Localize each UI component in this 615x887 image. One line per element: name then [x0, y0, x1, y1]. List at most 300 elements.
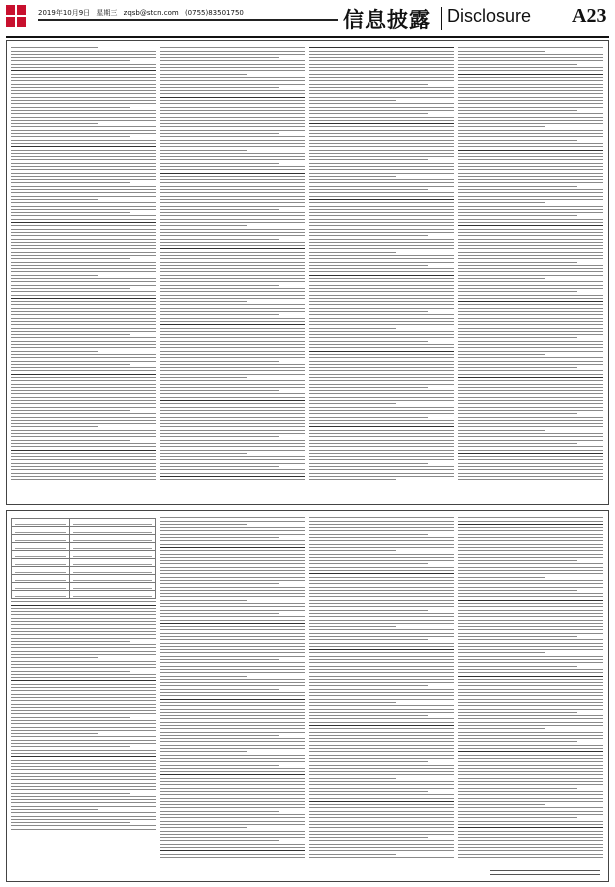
- text-line: [458, 709, 603, 710]
- text-line: [11, 123, 98, 124]
- text-line: [160, 433, 305, 434]
- text-line: [160, 90, 305, 91]
- text-line: [458, 318, 603, 319]
- text-line: [309, 123, 454, 124]
- text-line: [309, 179, 454, 180]
- text-line: [11, 390, 156, 391]
- table-row: [12, 551, 156, 559]
- text-line: [160, 463, 305, 464]
- header-rule: [38, 19, 338, 21]
- text-line: [11, 370, 156, 371]
- text-line: [160, 702, 305, 703]
- text-line: [160, 304, 305, 305]
- text-line: [309, 239, 454, 240]
- text-line: [160, 97, 305, 98]
- text-line: [11, 440, 130, 441]
- text-line: [11, 278, 156, 279]
- text-line: [458, 314, 603, 315]
- text-line: [11, 403, 156, 404]
- text-line: [458, 834, 603, 835]
- text-line: [11, 166, 156, 167]
- text-line: [11, 262, 156, 263]
- text-line: [458, 189, 603, 190]
- text-line: [458, 380, 603, 381]
- text-line: [11, 426, 98, 427]
- text-line: [160, 380, 305, 381]
- text-line: [160, 344, 305, 345]
- text-line: [11, 463, 156, 464]
- text-line: [11, 667, 156, 668]
- text-line: [458, 74, 603, 75]
- text-line: [309, 837, 428, 838]
- text-line: [11, 727, 156, 728]
- text-line: [309, 271, 454, 272]
- text-line: [309, 669, 454, 670]
- text-line: [160, 563, 305, 564]
- text-line: [11, 377, 156, 378]
- text-line: [458, 77, 603, 78]
- text-line: [458, 659, 603, 660]
- text-line: [309, 433, 454, 434]
- text-line: [160, 679, 305, 680]
- text-line: [309, 417, 428, 418]
- text-line: [309, 801, 454, 802]
- text-line: [11, 57, 156, 58]
- text-line: [11, 196, 156, 197]
- text-line: [309, 192, 454, 193]
- text-line: [160, 202, 305, 203]
- text-line: [11, 229, 156, 230]
- text-line: [11, 410, 130, 411]
- table-row: [12, 519, 156, 527]
- text-line: [309, 450, 454, 451]
- text-line: [458, 347, 603, 348]
- text-line: [309, 215, 454, 216]
- text-line: [160, 337, 305, 338]
- text-line: [160, 199, 305, 200]
- text-line: [160, 791, 305, 792]
- text-line: [309, 593, 454, 594]
- text-line: [160, 603, 305, 604]
- text-line: [309, 672, 454, 673]
- text-line: [309, 456, 454, 457]
- text-line: [458, 387, 603, 388]
- text-line: [458, 285, 603, 286]
- text-line: [309, 403, 396, 404]
- title-divider: [441, 7, 442, 30]
- text-line: [11, 459, 156, 460]
- text-line: [11, 694, 156, 695]
- text-line: [458, 817, 577, 818]
- text-line: [11, 677, 156, 678]
- text-line: [309, 443, 454, 444]
- text-line: [309, 524, 454, 525]
- text-line: [458, 682, 603, 683]
- text-line: [309, 351, 454, 352]
- text-line: [309, 87, 454, 88]
- text-line: [11, 318, 156, 319]
- text-line: [160, 781, 305, 782]
- text-line: [309, 182, 454, 183]
- text-line: [458, 357, 603, 358]
- text-line: [309, 748, 454, 749]
- text-line: [160, 196, 305, 197]
- text-line: [160, 748, 305, 749]
- text-line: [458, 166, 603, 167]
- text-line: [11, 618, 156, 619]
- text-line: [11, 255, 156, 256]
- text-line: [309, 387, 428, 388]
- text-line: [458, 331, 603, 332]
- text-line: [160, 672, 305, 673]
- text-line: [309, 453, 454, 454]
- text-line: [309, 794, 454, 795]
- text-line: [309, 636, 454, 637]
- text-line: [11, 47, 98, 48]
- text-line: [11, 265, 156, 266]
- text-line: [309, 245, 454, 246]
- announcement-block-top: [6, 40, 609, 505]
- text-line: [309, 126, 454, 127]
- text-line: [160, 728, 305, 729]
- text-line: [160, 857, 305, 858]
- text-line: [458, 426, 603, 427]
- text-line: [458, 626, 603, 627]
- text-line: [458, 337, 577, 338]
- text-line: [160, 801, 305, 802]
- text-line: [458, 212, 603, 213]
- text-line: [11, 64, 156, 65]
- text-line: [11, 756, 156, 757]
- text-line: [458, 103, 603, 104]
- text-line: [160, 623, 305, 624]
- text-line: [309, 110, 454, 111]
- text-line: [11, 222, 156, 223]
- text-line: [309, 547, 454, 548]
- text-line: [11, 209, 156, 210]
- text-line: [309, 850, 454, 851]
- text-line: [309, 788, 454, 789]
- text-line: [309, 521, 454, 522]
- text-line: [458, 827, 603, 828]
- text-line: [309, 570, 454, 571]
- text-line: [160, 268, 305, 269]
- text-line: [11, 479, 156, 480]
- text-line: [458, 469, 603, 470]
- text-line: [160, 676, 247, 677]
- text-line: [11, 215, 156, 216]
- text-line: [458, 676, 603, 677]
- text-line: [309, 446, 454, 447]
- text-line: [11, 766, 156, 767]
- text-line: [160, 265, 305, 266]
- text-line: [458, 275, 603, 276]
- text-line: [11, 357, 156, 358]
- text-line: [160, 275, 305, 276]
- text-line: [11, 400, 156, 401]
- text-line: [11, 407, 156, 408]
- text-line: [458, 413, 577, 414]
- text-line: [11, 301, 156, 302]
- text-line: [458, 364, 603, 365]
- text-line: [309, 67, 454, 68]
- text-line: [11, 202, 156, 203]
- text-line: [160, 173, 305, 174]
- text-line: [11, 324, 156, 325]
- text-line: [309, 540, 454, 541]
- text-line: [160, 741, 305, 742]
- text-line: [11, 423, 156, 424]
- text-line: [160, 140, 305, 141]
- text-line: [309, 807, 454, 808]
- text-line: [458, 156, 603, 157]
- text-line: [309, 573, 454, 574]
- text-line: [11, 436, 156, 437]
- text-line: [11, 268, 156, 269]
- text-line: [160, 298, 305, 299]
- text-line: [309, 616, 454, 617]
- text-line: [160, 662, 305, 663]
- text-line: [160, 544, 305, 545]
- text-line: [160, 613, 279, 614]
- text-line: [160, 189, 305, 190]
- text-line: [309, 606, 454, 607]
- text-line: [309, 232, 454, 233]
- text-line: [458, 146, 603, 147]
- text-line: [160, 768, 305, 769]
- text-line: [458, 311, 603, 312]
- text-line: [309, 649, 454, 650]
- text-line: [309, 235, 428, 236]
- text-line: [309, 393, 454, 394]
- text-line: [309, 347, 454, 348]
- text-line: [458, 150, 603, 151]
- text-line: [160, 377, 247, 378]
- text-line: [160, 639, 305, 640]
- text-line: [309, 159, 428, 160]
- text-line: [11, 710, 156, 711]
- text-line: [160, 209, 279, 210]
- text-line: [11, 51, 156, 52]
- text-line: [309, 60, 454, 61]
- text-line: [160, 403, 305, 404]
- text-line: [458, 837, 603, 838]
- text-line: [458, 527, 603, 528]
- text-line: [309, 367, 454, 368]
- text-line: [160, 229, 305, 230]
- text-line: [458, 133, 603, 134]
- text-line: [11, 354, 156, 355]
- text-line: [309, 463, 428, 464]
- text-line: [11, 641, 130, 642]
- text-line: [160, 410, 305, 411]
- text-line: [458, 550, 603, 551]
- text-line: [160, 573, 305, 574]
- text-line: [309, 314, 454, 315]
- text-line: [160, 133, 279, 134]
- text-line: [309, 426, 454, 427]
- text-line: [458, 361, 603, 362]
- text-line: [160, 436, 279, 437]
- text-line: [458, 87, 603, 88]
- text-line: [11, 773, 156, 774]
- text-line: [309, 517, 454, 518]
- text-line: [11, 601, 156, 602]
- text-line: [309, 804, 454, 805]
- text-line: [309, 469, 454, 470]
- text-line: [11, 687, 156, 688]
- text-line: [309, 97, 454, 98]
- text-line: [458, 219, 603, 220]
- text-line: [458, 646, 603, 647]
- text-line: [160, 123, 305, 124]
- text-line: [11, 271, 156, 272]
- text-line: [309, 410, 454, 411]
- text-line: [160, 534, 305, 535]
- text-line: [309, 652, 454, 653]
- text-line: [160, 847, 305, 848]
- text-line: [458, 517, 603, 518]
- text-line: [11, 769, 156, 770]
- text-line: [160, 413, 305, 414]
- text-line: [160, 738, 305, 739]
- text-line: [160, 67, 305, 68]
- text-line: [11, 159, 156, 160]
- text-line: [160, 557, 305, 558]
- table-row: [12, 559, 156, 567]
- text-line: [11, 110, 156, 111]
- text-line: [458, 179, 603, 180]
- text-line: [458, 153, 603, 154]
- text-line: [309, 354, 454, 355]
- text-line: [11, 690, 156, 691]
- text-line: [11, 361, 156, 362]
- text-line: [11, 614, 156, 615]
- text-line: [458, 590, 577, 591]
- text-line: [458, 354, 545, 355]
- text-line: [458, 433, 603, 434]
- text-line: [160, 453, 247, 454]
- text-line: [309, 258, 454, 259]
- text-line: [458, 420, 603, 421]
- text-line: [309, 534, 428, 535]
- text-line: [11, 413, 156, 414]
- text-line: [309, 136, 454, 137]
- text-line: [11, 67, 156, 68]
- text-line: [160, 215, 305, 216]
- text-line: [160, 765, 279, 766]
- text-line: [160, 136, 305, 137]
- text-line: [458, 443, 577, 444]
- text-line: [11, 156, 156, 157]
- text-line: [309, 831, 454, 832]
- text-line: [309, 407, 454, 408]
- text-line: [458, 854, 603, 855]
- text-line: [458, 242, 603, 243]
- text-column: [458, 45, 603, 500]
- text-line: [160, 811, 279, 812]
- text-line: [160, 245, 305, 246]
- text-line: [11, 733, 98, 734]
- text-line: [160, 593, 305, 594]
- text-line: [11, 651, 156, 652]
- text-line: [309, 567, 454, 568]
- text-line: [309, 781, 454, 782]
- text-line: [309, 827, 454, 828]
- text-line: [458, 57, 603, 58]
- text-line: [309, 153, 454, 154]
- text-line: [309, 741, 454, 742]
- text-line: [309, 222, 454, 223]
- text-line: [458, 606, 603, 607]
- text-line: [309, 268, 454, 269]
- text-line: [160, 560, 305, 561]
- text-line: [160, 87, 279, 88]
- text-line: [309, 844, 454, 845]
- text-line: [160, 271, 305, 272]
- text-line: [11, 140, 156, 141]
- text-line: [309, 685, 428, 686]
- text-line: [309, 840, 454, 841]
- text-line: [11, 275, 98, 276]
- text-line: [160, 610, 305, 611]
- text-line: [309, 440, 454, 441]
- text-line: [458, 235, 603, 236]
- text-line: [160, 51, 305, 52]
- text-line: [309, 423, 454, 424]
- issue-weekday: 星期三: [96, 9, 118, 17]
- text-line: [458, 544, 603, 545]
- text-line: [160, 440, 305, 441]
- text-line: [458, 110, 577, 111]
- text-line: [458, 732, 603, 733]
- text-line: [160, 107, 305, 108]
- text-line: [309, 77, 454, 78]
- text-line: [160, 466, 279, 467]
- text-line: [11, 806, 156, 807]
- text-line: [309, 732, 454, 733]
- text-line: [309, 778, 396, 779]
- text-line: [309, 380, 454, 381]
- text-line: [160, 844, 305, 845]
- text-line: [11, 344, 156, 345]
- text-line: [11, 387, 156, 388]
- text-line: [160, 311, 305, 312]
- text-line: [309, 633, 454, 634]
- text-line: [160, 179, 305, 180]
- text-line: [160, 426, 305, 427]
- text-line: [309, 755, 454, 756]
- text-line: [11, 786, 156, 787]
- text-line: [11, 367, 156, 368]
- text-line: [309, 189, 428, 190]
- text-line: [458, 446, 603, 447]
- text-line: [458, 196, 603, 197]
- text-line: [160, 567, 305, 568]
- text-line: [160, 771, 305, 772]
- text-line: [309, 679, 454, 680]
- text-line: [309, 120, 454, 121]
- text-line: [458, 417, 603, 418]
- text-line: [160, 643, 305, 644]
- text-line: [11, 760, 156, 761]
- text-line: [160, 374, 305, 375]
- text-line: [309, 298, 454, 299]
- text-column: [458, 515, 603, 877]
- text-line: [458, 705, 603, 706]
- text-line: [458, 718, 603, 719]
- text-line: [458, 685, 603, 686]
